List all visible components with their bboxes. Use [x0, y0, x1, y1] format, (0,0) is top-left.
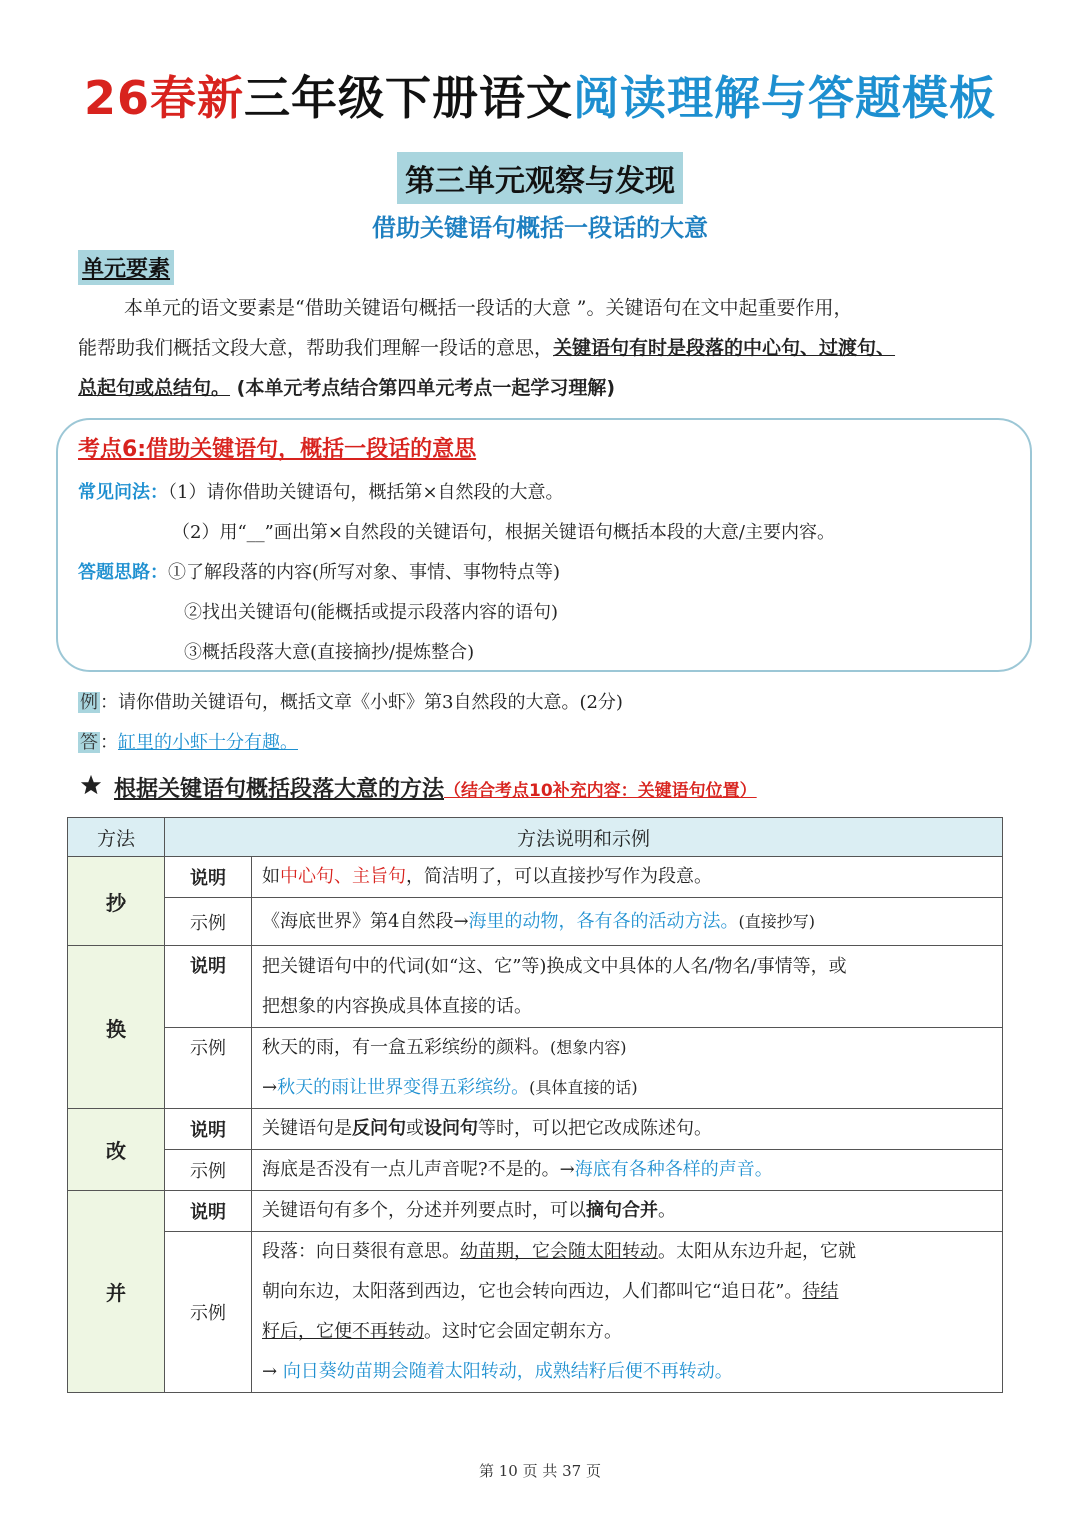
subtitle: 借助关键语句概括一段话的大意: [372, 214, 708, 242]
text: 把关键语句中的代词(如“这、它”等)换成文中具体的人名/物名/事情等，或: [262, 955, 847, 977]
text: 秋天的雨，有一盒五彩缤纷的颜料。: [262, 1037, 550, 1058]
note: (具体直接的话): [529, 1078, 638, 1097]
method-bing: 并: [68, 1191, 165, 1393]
unit-title: 第三单元观察与发现: [397, 152, 683, 204]
bing-desc: [252, 1191, 1003, 1232]
title-prefix: 26春新: [83, 71, 244, 125]
answer-mark: 答: [80, 732, 98, 753]
text: 朝向东边，太阳落到西边，它也会转向西边，人们都叫它“追日花”。: [262, 1281, 803, 1302]
method-heading: [80, 772, 757, 803]
header-method: 方法: [68, 818, 165, 857]
answer-label: 答题思路：: [78, 562, 168, 583]
question-2: （2）用“__”画出第×自然段的关键语句，根据关键语句概括本段的大意/主要内容。: [172, 522, 835, 543]
gai-example: [252, 1150, 1003, 1191]
intro-line-2a: 能帮助我们概括文段大意，帮助我们理解一段话的意思，: [78, 337, 554, 359]
table-row: [68, 946, 1003, 1028]
table-row: [68, 857, 1003, 898]
question-label: 常见问法：: [78, 482, 168, 503]
table-row: [68, 898, 1003, 946]
row-label: 示例: [165, 898, 252, 946]
bold: 反问句: [352, 1118, 406, 1139]
underlined: 幼苗期，它会随太阳转动: [460, 1241, 658, 1262]
text: 等时，可以把它改成陈述句。: [478, 1118, 712, 1139]
method-heading-note: （结合考点10补充内容：关键语句位置）: [444, 781, 757, 801]
note: (想象内容): [550, 1038, 627, 1057]
method-huan: 换: [68, 946, 165, 1109]
step-3: ③概括段落大意(直接摘抄/提炼整合): [184, 642, 475, 663]
table-header-row: [68, 818, 1003, 857]
gai-desc: [252, 1109, 1003, 1150]
chao-desc: [252, 857, 1003, 898]
note: (直接抄写): [738, 911, 816, 931]
row-label: 示例: [165, 1150, 252, 1191]
table-row: [68, 1191, 1003, 1232]
method-table: [67, 817, 1003, 1393]
table-row: [68, 1109, 1003, 1150]
arrow: →: [262, 1361, 283, 1382]
row-label: 说明: [165, 857, 252, 898]
row-label: 说明: [165, 1109, 252, 1150]
page-footer: 第 10 页 共 37 页: [478, 1462, 601, 1480]
text: 关键语句有多个，分述并列要点时，可以: [262, 1200, 586, 1221]
method-gai: 改: [68, 1109, 165, 1191]
text: 把想象的内容换成具体直接的话。: [262, 995, 532, 1017]
row-label: 说明: [165, 946, 252, 1028]
step-1: ①了解段落的内容(所写对象、事情、事物特点等): [168, 562, 561, 583]
table-row: [68, 1150, 1003, 1191]
method-chao: 抄: [68, 857, 165, 946]
intro-line-2: [78, 328, 1006, 368]
underlined: 籽后，它便不再转动: [262, 1321, 424, 1342]
text: 或: [406, 1118, 424, 1139]
text: 《海底世界》第4自然段→: [262, 910, 469, 932]
answer-text: 缸里的小虾十分有趣。: [118, 732, 298, 753]
table-row: [68, 1232, 1003, 1393]
question-1: （1）请你借助关键语句，概括第×自然段的大意。: [168, 482, 564, 503]
intro-line-2b: 关键语句有时是段落的中心句、过渡句、: [553, 337, 896, 359]
example-question: [78, 688, 623, 714]
highlight: 海底有各种各样的声音。: [574, 1159, 773, 1180]
text: 关键语句是: [262, 1118, 352, 1139]
intro-line-3b: (本单元考点结合第四单元考点一起学习理解): [230, 377, 615, 399]
text: 海底是否没有一点儿声音呢?不是的。→: [262, 1159, 575, 1180]
star-icon: [80, 774, 102, 802]
huan-desc: [252, 946, 1003, 1028]
text: 。太阳从东边升起，它就: [658, 1241, 856, 1262]
highlight: 向日葵幼苗期会随着太阳转动，成熟结籽后便不再转动。: [282, 1361, 733, 1382]
underlined: 待结: [802, 1281, 839, 1302]
highlight: 中心句、主旨句: [280, 866, 406, 887]
section-heading: 单元要素: [78, 250, 174, 285]
row-label: 说明: [165, 1191, 252, 1232]
document-title: [0, 62, 1080, 128]
highlight: 秋天的雨让世界变得五彩缤纷。: [277, 1077, 530, 1098]
chao-example: [252, 898, 1003, 946]
title-suffix: 阅读理解与答题模板: [573, 71, 996, 125]
title-middle: 三年级下册语文: [244, 71, 573, 125]
method-heading-text: 根据关键语句概括段落大意的方法: [114, 777, 445, 802]
huan-example: [252, 1028, 1003, 1109]
example-label: 例: [80, 692, 98, 713]
example-answer: [78, 728, 298, 754]
text: 段落：向日葵很有意思。: [262, 1241, 460, 1262]
intro-line-3: [78, 368, 1006, 408]
step-line-1: [78, 558, 560, 584]
table-row: [68, 1028, 1003, 1109]
intro-line-1: 本单元的语文要素是“借助关键语句概括一段话的大意 ”。关键语句在文中起重要作用，: [124, 297, 853, 319]
question-line-1: [78, 478, 564, 504]
text: 如: [262, 866, 280, 887]
text: 。: [658, 1200, 676, 1221]
header-description: 方法说明和示例: [165, 818, 1003, 857]
answer-colon: ：: [100, 732, 118, 753]
bold: 摘句合并: [586, 1200, 658, 1221]
text: ，简洁明了，可以直接抄写作为段意。: [406, 866, 712, 887]
unit-title-wrap: [0, 152, 1080, 204]
step-2: ②找出关键语句(能概括或提示段落内容的语句): [184, 602, 559, 623]
text: 。这时它会固定朝东方。: [424, 1321, 622, 1342]
example-text: ：请你借助关键语句，概括文章《小虾》第3自然段的大意。(2分): [100, 692, 623, 713]
bing-example: [252, 1232, 1003, 1393]
bold: 设问句: [424, 1118, 478, 1139]
row-label: 示例: [165, 1232, 252, 1393]
row-label: 示例: [165, 1028, 252, 1109]
intro-line-3a: 总起句或总结句。: [78, 377, 231, 399]
highlight: 海里的动物，各有各的活动方法。: [468, 910, 739, 932]
arrow: →: [262, 1077, 278, 1098]
kaodian-title: 考点6:借助关键语句，概括一段话的意思: [78, 437, 477, 462]
